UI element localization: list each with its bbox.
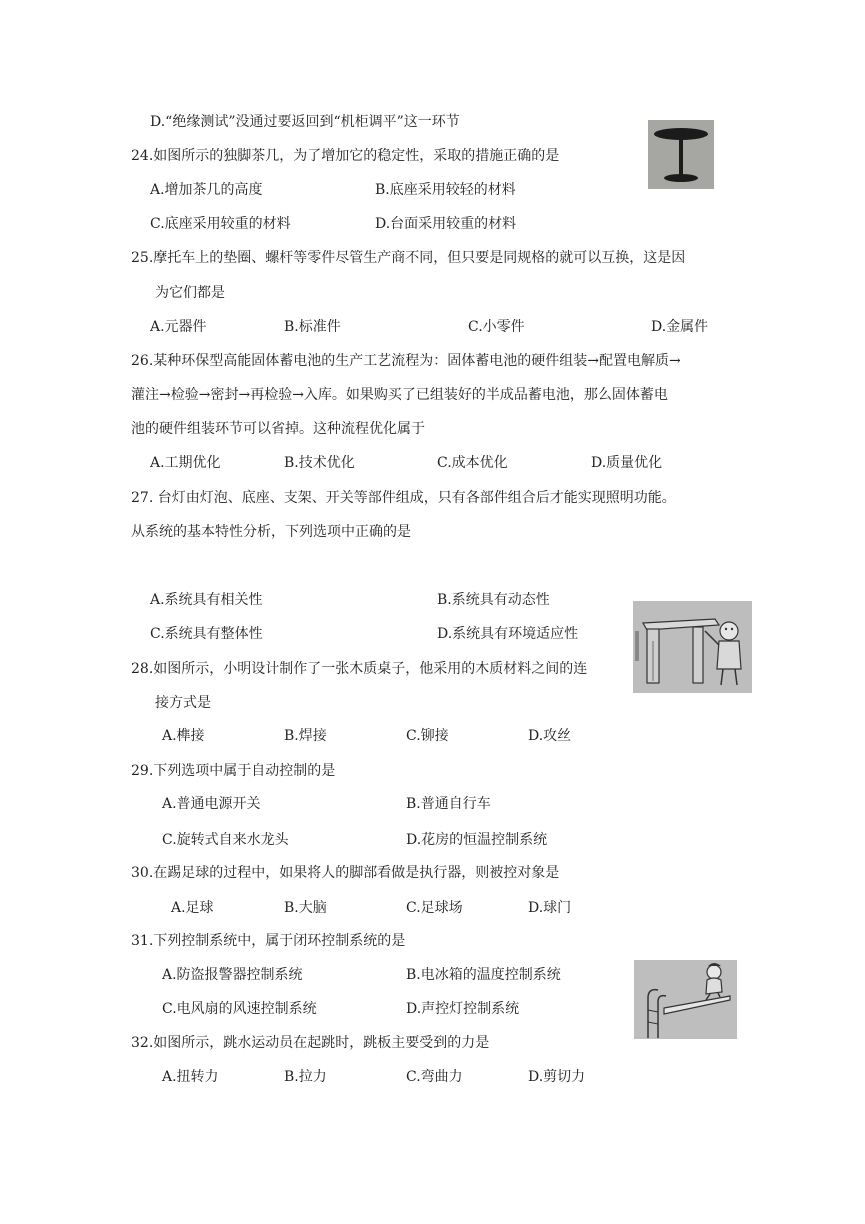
q29-option-c: C.旋转式自来水龙头 [162,832,289,848]
q26-option-a: A.工期优化 [150,455,221,471]
q26-option-b: B.技术优化 [284,455,355,471]
q29-option-d: D.花房的恒温控制系统 [406,832,548,848]
q31-option-c: C.电风扇的风速控制系统 [162,1001,317,1017]
q30-option-a: A.足球 [171,900,214,916]
table-joinery-image [633,601,752,693]
q32-stem: 32.如图所示，跳水运动员在起跳时，跳板主要受到的力是 [131,1035,490,1051]
q26-stem-line-3: 池的硬件组装环节可以省掉。这种流程优化属于 [131,421,425,437]
woodwork-sketch [633,601,752,693]
q31-stem: 31.下列控制系统中，属于闭环控制系统的是 [131,933,406,949]
q32-option-b: B.拉力 [284,1069,327,1085]
q25-option-d: D.金属件 [651,319,709,335]
q28-stem-line-2: 接方式是 [155,695,211,711]
q24-stem: 24.如图所示的独脚茶几，为了增加它的稳定性，采取的措施正确的是 [131,148,560,164]
prev-option-d: D.“绝缘测试”没通过要返回到“机柜调平”这一环节 [150,114,460,130]
q28-stem-line-1: 28.如图所示，小明设计制作了一张木质桌子，他采用的木质材料之间的连 [131,661,588,677]
diving-board-image [634,960,737,1039]
q25-option-c: C.小零件 [468,319,525,335]
q29-option-a: A.普通电源开关 [162,796,261,812]
q30-option-c: C.足球场 [406,900,463,916]
q28-option-d: D.攻丝 [528,728,572,744]
q32-option-d: D.剪切力 [528,1069,586,1085]
q24-option-c: C.底座采用较重的材料 [150,216,291,232]
q31-option-a: A.防盗报警器控制系统 [162,967,303,983]
q26-stem-line-1: 26.某种环保型高能固体蓄电池的生产工艺流程为：固体蓄电池的硬件组装→配置电解质→ [131,353,681,369]
q26-option-d: D.质量优化 [591,455,663,471]
q27-option-d: D.系统具有环境适应性 [437,626,579,642]
q28-option-c: C.铆接 [406,728,449,744]
q26-stem-line-2: 灌注→检验→密封→再检验→入库。如果购买了已组装好的半成品蓄电池，那么固体蓄电 [131,387,668,403]
q28-option-b: B.焊接 [284,728,327,744]
q30-option-b: B.大脑 [284,900,327,916]
q31-option-d: D.声控灯控制系统 [406,1001,520,1017]
q27-stem-line-1: 27. 台灯由灯泡、底座、支架、开关等部件组成，只有各部件组合后才能实现照明功能。 [131,490,676,506]
q31-option-b: B.电冰箱的温度控制系统 [406,967,561,983]
q27-option-b: B.系统具有动态性 [437,592,550,608]
q24-option-b: B.底座采用较轻的材料 [375,182,516,198]
q29-option-b: B.普通自行车 [406,796,491,812]
q27-option-c: C.系统具有整体性 [150,626,263,642]
diving-sketch [634,960,737,1039]
q29-stem: 29.下列选项中属于自动控制的是 [131,763,336,779]
table-photo [648,120,714,189]
q32-option-c: C.弯曲力 [406,1069,463,1085]
q25-stem-line-1: 25.摩托车上的垫圈、螺杆等零件尽管生产商不同，但只要是同规格的就可以互换，这是因 [131,250,686,266]
q30-stem: 30.在踢足球的过程中，如果将人的脚部看做是执行器，则被控对象是 [131,865,560,881]
q25-option-a: A.元器件 [150,319,207,335]
q24-option-a: A.增加茶几的高度 [150,182,263,198]
q32-option-a: A.扭转力 [162,1069,219,1085]
q28-option-a: A.榫接 [162,728,205,744]
q27-stem-line-2: 从系统的基本特性分析，下列选项中正确的是 [131,524,411,540]
q25-stem-line-2: 为它们都是 [155,285,225,301]
q24-option-d: D.台面采用较重的材料 [375,216,517,232]
q25-option-b: B.标准件 [284,319,341,335]
q30-option-d: D.球门 [528,900,572,916]
pedestal-table-image [648,120,714,189]
q26-option-c: C.成本优化 [437,455,508,471]
q27-option-a: A.系统具有相关性 [150,592,263,608]
